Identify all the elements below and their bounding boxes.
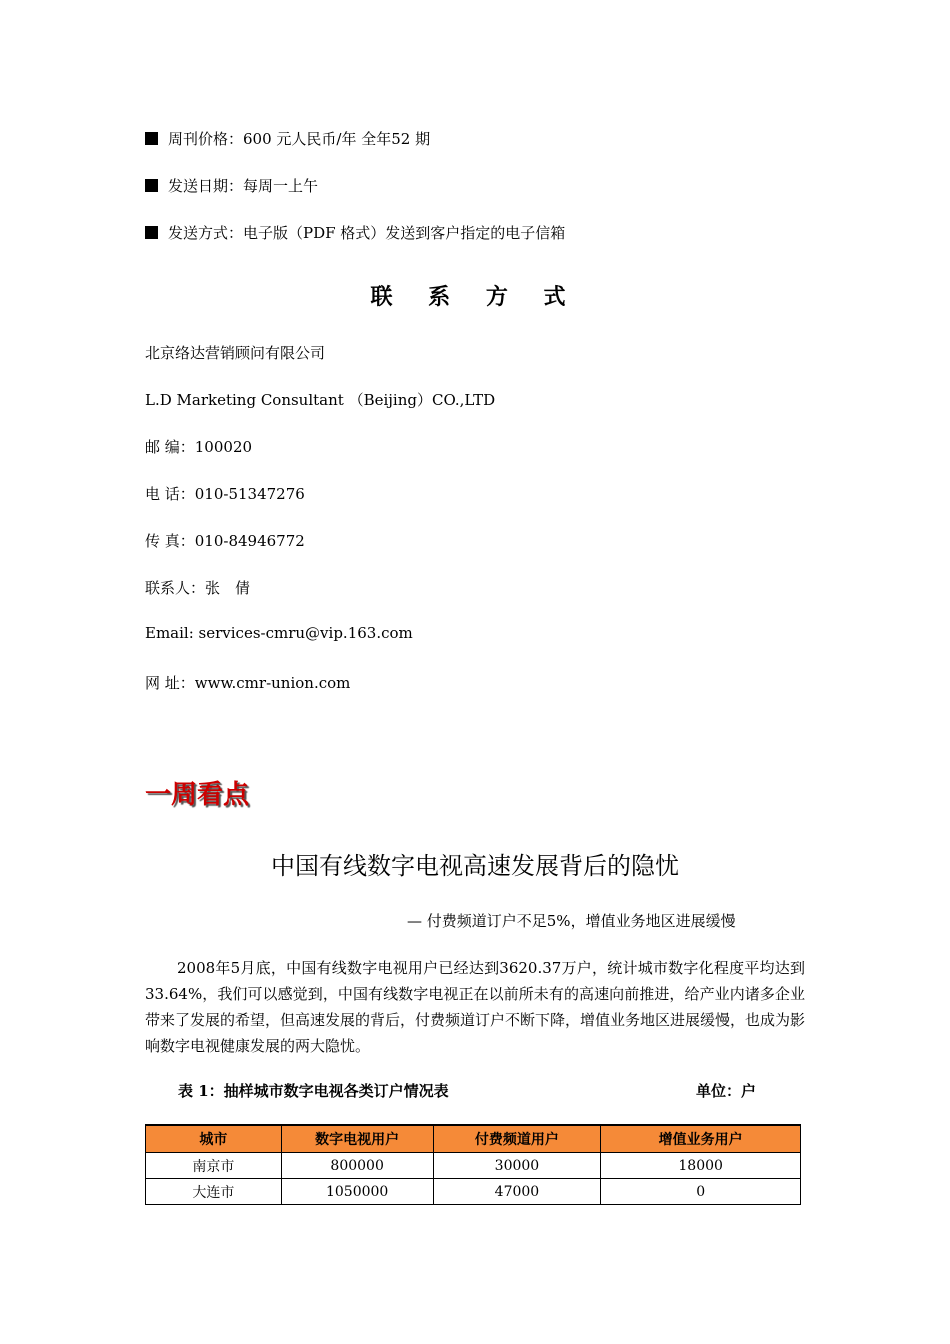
postcode: 邮 编：100020 bbox=[145, 438, 253, 456]
table-cell: 30000 bbox=[433, 1153, 601, 1179]
website[interactable]: 网 址：www.cmr-union.com bbox=[145, 674, 351, 692]
company-name-en: L.D Marketing Consultant （Beijing）CO.,LTD bbox=[145, 391, 496, 409]
email[interactable]: Email: services-cmru@vip.163.com bbox=[145, 624, 413, 642]
table-cell: 47000 bbox=[433, 1179, 601, 1205]
table-header-cell: 城市 bbox=[146, 1125, 282, 1153]
table-caption: 表 1：抽样城市数字电视各类订户情况表 bbox=[178, 1082, 449, 1100]
table-cell: 1050000 bbox=[281, 1179, 433, 1205]
square-bullet-icon bbox=[145, 226, 158, 239]
bullet-item-method bbox=[145, 222, 565, 243]
table-cell: 0 bbox=[601, 1179, 801, 1205]
table-cell: 18000 bbox=[601, 1153, 801, 1179]
section-title: 一周看点 bbox=[145, 780, 250, 810]
subscriber-table bbox=[145, 1124, 801, 1205]
article-paragraph: 2008年5月底，中国有线数字电视用户已经达到3620.37万户，统计城市数字化程度平均达到33.64%，我们可以感觉到，中国有线数字电视正在以前所未有的高速向前推进，给产业内诸多企业带来了发展的希望，但高速发展的背后，付费频道订户不断下降，增值业务地区进展缓慢，也成为影响数字电视健康发展的两大隐忧。 bbox=[145, 959, 806, 1055]
table-header-cell: 增值业务用户 bbox=[601, 1125, 801, 1153]
table-header-row bbox=[146, 1125, 801, 1153]
table-row bbox=[146, 1179, 801, 1205]
table-row bbox=[146, 1153, 801, 1179]
fax: 传 真：010-84946772 bbox=[145, 532, 305, 550]
table-cell: 800000 bbox=[281, 1153, 433, 1179]
phone: 电 话：010-51347276 bbox=[145, 485, 305, 503]
bullet-text: 周刊价格：600 元人民币/年 全年52 期 bbox=[168, 130, 431, 148]
bullet-item-date bbox=[145, 175, 318, 196]
table-cell: 大连市 bbox=[146, 1179, 282, 1205]
contact-person: 联系人：张 倩 bbox=[145, 579, 251, 597]
company-name-cn: 北京络达营销顾问有限公司 bbox=[145, 344, 326, 362]
table-unit: 单位：户 bbox=[696, 1082, 757, 1100]
table-header-cell: 数字电视用户 bbox=[281, 1125, 433, 1153]
bullet-text: 发送方式：电子版（PDF 格式）发送到客户指定的电子信箱 bbox=[168, 224, 566, 242]
table-cell: 南京市 bbox=[146, 1153, 282, 1179]
article-title: 中国有线数字电视高速发展背后的隐忧 bbox=[271, 852, 679, 880]
square-bullet-icon bbox=[145, 179, 158, 192]
bullet-text: 发送日期：每周一上午 bbox=[168, 177, 319, 195]
table-header-cell: 付费频道用户 bbox=[433, 1125, 601, 1153]
bullet-item-price bbox=[145, 128, 430, 149]
contact-heading: 联 系 方 式 bbox=[370, 284, 580, 310]
square-bullet-icon bbox=[145, 132, 158, 145]
article-subtitle: — 付费频道订户不足5%，增值业务地区进展缓慢 bbox=[407, 912, 736, 930]
